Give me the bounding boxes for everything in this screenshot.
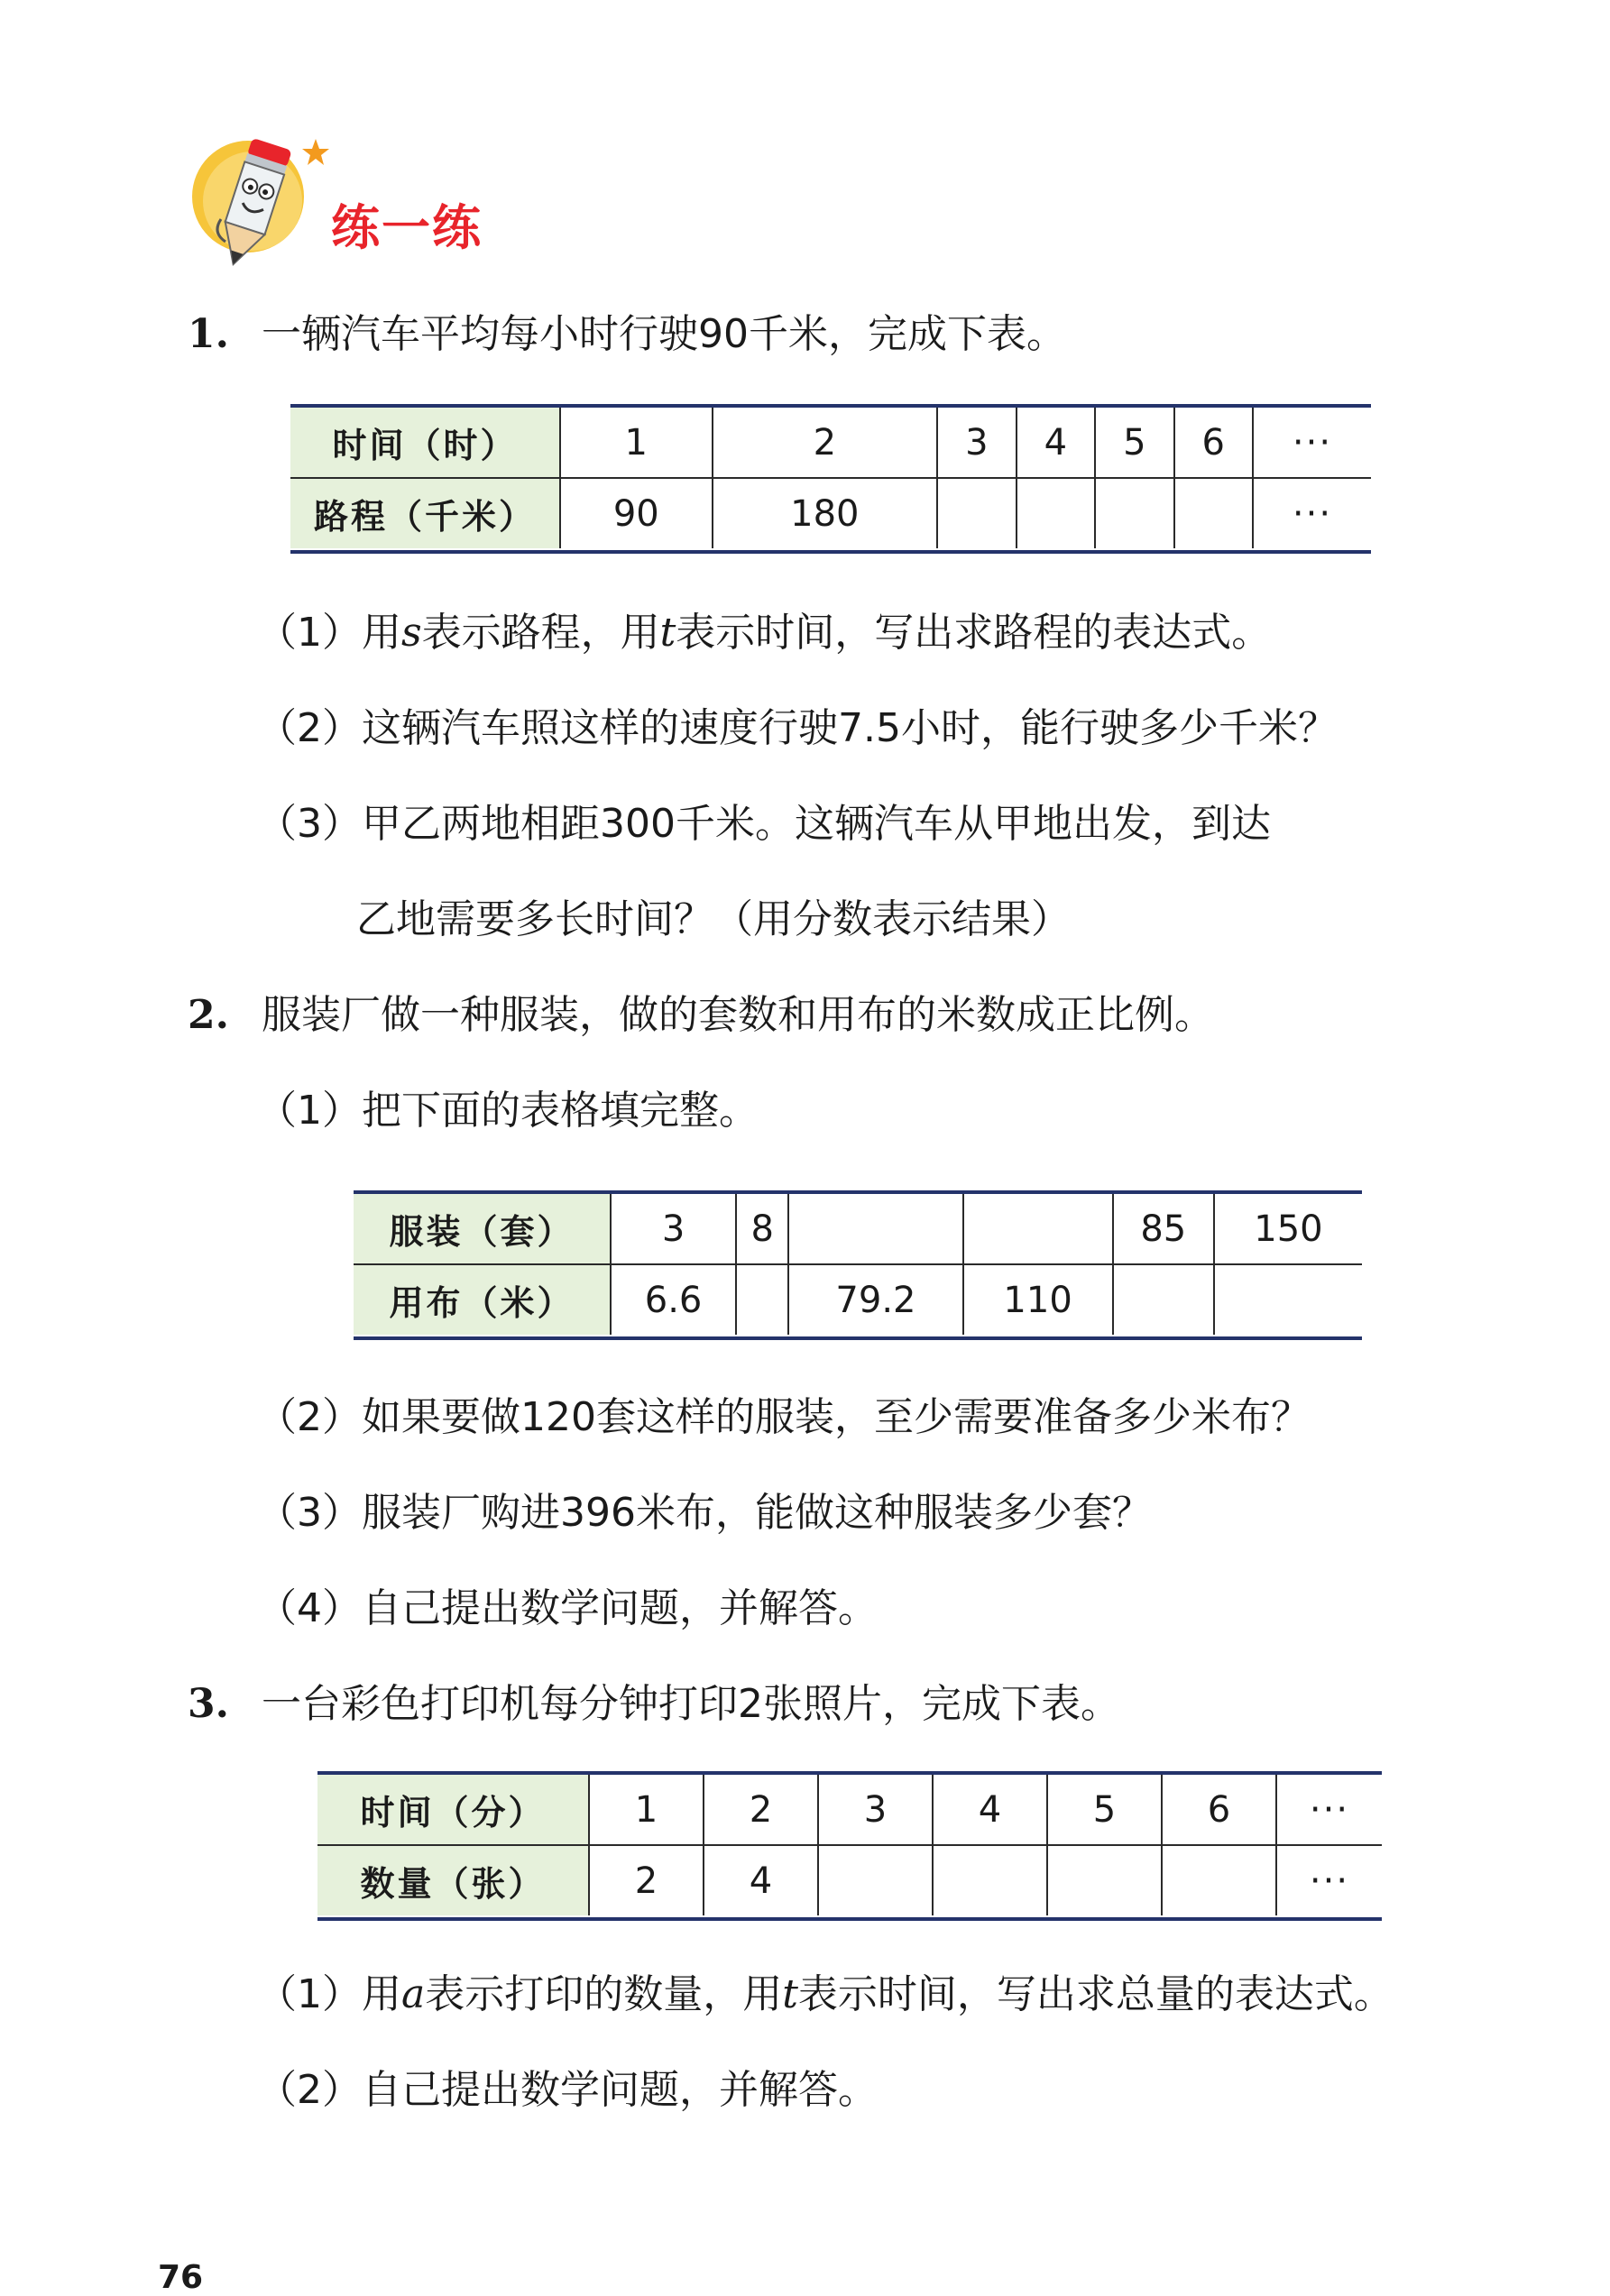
table-header-cell: 服装（套）	[354, 1194, 611, 1264]
table-header-cell: 时间（时）	[290, 408, 560, 478]
distance-table	[290, 408, 1371, 548]
table-cell	[1047, 1845, 1162, 1915]
table-bottom-rule	[354, 1336, 1362, 1340]
sub-question: （1）用a表示打印的数量，用t表示时间，写出求总量的表达式。	[257, 1971, 1394, 2017]
table-cell: 2	[713, 408, 938, 478]
table-cell	[1214, 1264, 1362, 1335]
sub-question: （2）如果要做120套这样的服装，至少需要准备多少米布？	[257, 1394, 1311, 1440]
sub-question: （1）用s表示路程，用t表示时间，写出求路程的表达式。	[257, 610, 1272, 656]
table-header-cell: 路程（千米）	[290, 478, 560, 548]
sub-question: （2）这辆汽车照这样的速度行驶7.5小时，能行驶多少千米？	[257, 705, 1338, 751]
sub-question: （3）服装厂购进396米布，能做这种服装多少套？	[257, 1490, 1152, 1536]
clothing-table	[354, 1194, 1362, 1335]
table-cell	[937, 478, 1016, 548]
table-cell	[736, 1264, 788, 1335]
question-text: 一辆汽车平均每小时行驶90千米，完成下表。	[262, 311, 1066, 357]
printer-table	[317, 1775, 1382, 1915]
page-number: 76	[158, 2259, 204, 2296]
sub-question: （1）把下面的表格填完整。	[257, 1088, 759, 1134]
table-cell	[788, 1194, 962, 1264]
table-cell: 79.2	[788, 1264, 962, 1335]
sub-question: 乙地需要多长时间？（用分数表示结果）	[356, 896, 1071, 942]
sub-question: （2）自己提出数学问题，并解答。	[257, 2067, 878, 2113]
table-bottom-rule	[290, 550, 1371, 554]
table-cell: 4	[933, 1775, 1047, 1845]
sub-question: （3）甲乙两地相距300千米。这辆汽车从甲地出发，到达	[257, 801, 1271, 847]
table-header-cell: 数量（张）	[317, 1845, 589, 1915]
table-cell: 4	[704, 1845, 818, 1915]
table-cell	[1174, 478, 1253, 548]
table-cell: ···	[1276, 1845, 1382, 1915]
table-cell: 8	[736, 1194, 788, 1264]
table-cell: ···	[1253, 408, 1371, 478]
table-cell: 150	[1214, 1194, 1362, 1264]
table-cell: ···	[1276, 1775, 1382, 1845]
sub-question: （4）自己提出数学问题，并解答。	[257, 1585, 878, 1631]
table-cell	[933, 1845, 1047, 1915]
star-icon	[300, 137, 331, 168]
table-cell: 3	[937, 408, 1016, 478]
question-number: 3.	[188, 1681, 229, 1727]
table-header-cell: 时间（分）	[317, 1775, 589, 1845]
table-cell: 1	[589, 1775, 704, 1845]
table-cell: 2	[589, 1845, 704, 1915]
section-title: 练一练	[331, 199, 483, 256]
table-cell	[1162, 1845, 1276, 1915]
table-cell	[818, 1845, 933, 1915]
table-cell: 180	[713, 478, 938, 548]
table-cell: 3	[818, 1775, 933, 1845]
table-cell: 5	[1095, 408, 1173, 478]
table-cell	[1095, 478, 1173, 548]
table-cell: 5	[1047, 1775, 1162, 1845]
table-cell	[1113, 1264, 1214, 1335]
question-number: 2.	[188, 992, 229, 1038]
section-header	[185, 133, 546, 278]
question-text: 一台彩色打印机每分钟打印2张照片，完成下表。	[262, 1681, 1120, 1727]
table-cell: 110	[963, 1264, 1113, 1335]
table-cell: 3	[611, 1194, 736, 1264]
table-cell: 2	[704, 1775, 818, 1845]
table-cell	[1017, 478, 1095, 548]
question-number: 1.	[188, 311, 229, 357]
table-cell	[963, 1194, 1113, 1264]
table-cell: 85	[1113, 1194, 1214, 1264]
table-cell: 6	[1162, 1775, 1276, 1845]
table-cell: 4	[1017, 408, 1095, 478]
table-cell: 6.6	[611, 1264, 736, 1335]
table-cell: 90	[560, 478, 713, 548]
question-text: 服装厂做一种服装，做的套数和用布的米数成正比例。	[262, 992, 1214, 1038]
table-cell: ···	[1253, 478, 1371, 548]
table-bottom-rule	[317, 1917, 1382, 1921]
table-cell: 6	[1174, 408, 1253, 478]
table-cell: 1	[560, 408, 713, 478]
table-header-cell: 用布（米）	[354, 1264, 611, 1335]
